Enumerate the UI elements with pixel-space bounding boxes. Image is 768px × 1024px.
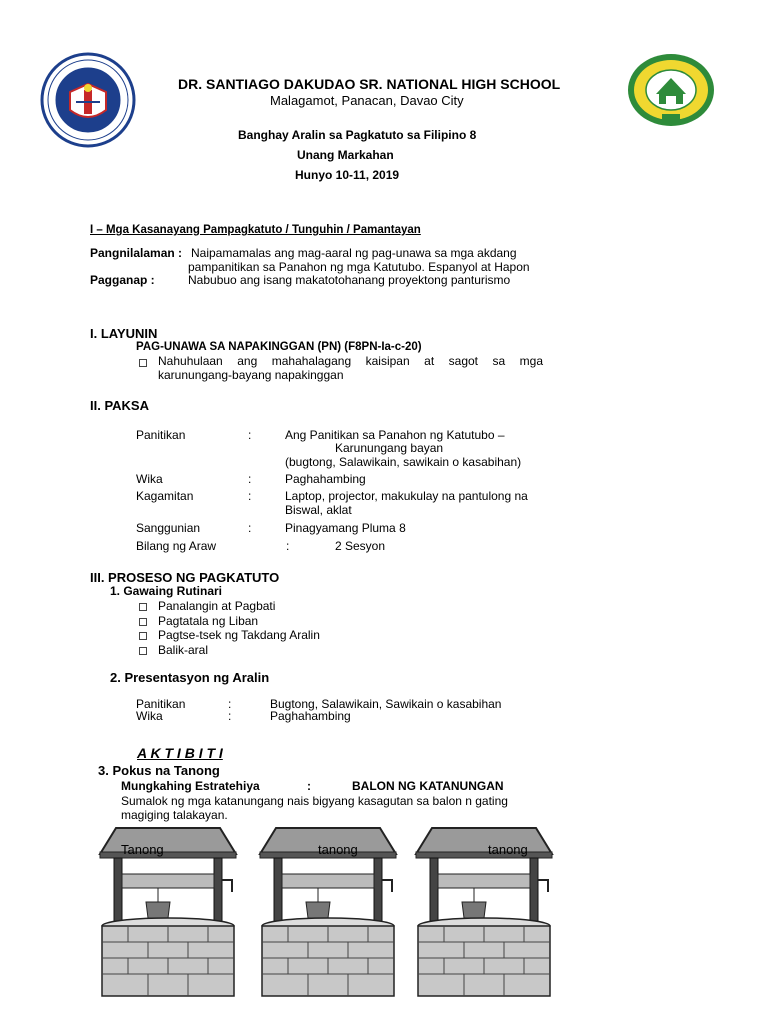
gawain-item: Panalangin at Pagbati [158,599,276,613]
school-name: DR. SANTIAGO DAKUDAO SR. NATIONAL HIGH SCHOOL [178,76,561,92]
paksa-value: Pinagyamang Pluma 8 [285,521,406,535]
paksa-label: Wika [136,472,163,486]
pangnilalaman-text-2: pampanitikan sa Panahon ng mga Katutubo. Espanyol at Hapon [188,260,530,274]
deped-seal-logo [40,52,136,148]
pangnilalaman-label: Pangnilalaman : [90,246,183,260]
layunin-subheading: PAG-UNAWA SA NAPAKINGGAN (PN) (F8PN-Ia-c-20) [136,341,422,353]
presentasyon-sep: : [228,709,232,723]
paksa-value: Karunungang bayan [335,441,444,455]
wishing-well-illustration [98,826,238,1000]
checkbox-icon [139,359,147,367]
school-address: Malagamot, Panacan, Davao City [270,93,464,108]
paksa-value: Laptop, projector, makukulay na pantulong na [285,489,528,503]
checkbox-icon [139,603,147,611]
layunin-item-line1: Nahuhulaan ang mahahalagang kaisipan at sagot sa mga [158,354,543,368]
checkbox-icon [139,632,147,640]
paksa-label: Bilang ng Araw [136,539,217,553]
paksa-value: (bugtong, Salawikain, sawikain o kasabihan) [285,455,522,469]
paksa-value: Paghahambing [285,472,366,486]
well-label: tanong [488,842,528,857]
gawain-item: Pagtatala ng Liban [158,614,259,628]
date-label: Hunyo 10-11, 2019 [295,168,400,182]
paksa-heading: II. PAKSA [90,398,149,413]
paksa-sep: : [248,521,252,535]
gawain-heading: 1. Gawaing Rutinari [110,584,223,598]
presentasyon-value: Bugtong, Salawikain, Sawikain o kasabihan [270,697,502,711]
pangnilalaman-text-1: Naipamamalas ang mag-aaral ng pag-unawa sa mga akdang [191,246,517,260]
paksa-sep: : [286,539,290,553]
paksa-sep: : [248,472,252,486]
lesson-plan-title: Banghay Aralin sa Pagkatuto sa Filipino 8 [238,128,477,142]
school-seal-logo [626,52,716,128]
paksa-value: 2 Sesyon [335,539,386,553]
layunin-item-line2: karunungang-bayang napakinggan [158,368,344,382]
presentasyon-heading: 2. Presentasyon ng Aralin [110,670,270,685]
presentasyon-label: Wika [136,709,163,723]
proseso-heading: III. PROSESO NG PAGKATUTO [90,570,280,585]
aktibiti-heading: A K T I B I T I [137,745,223,761]
instruction-text-2: magiging talakayan. [121,808,228,822]
gawain-item: Pagtse-tsek ng Takdang Aralin [158,628,320,642]
presentasyon-value: Paghahambing [270,709,351,723]
checkbox-icon [139,618,147,626]
gawain-item: Balik-aral [158,643,209,657]
instruction-text-1: Sumalok ng mga katanungang nais bigyang kasagutan sa balon n gating [121,794,508,808]
paksa-label: Sanggunian [136,521,201,535]
wishing-well-illustration [414,826,554,1000]
strategy-value: BALON NG KATANUNGAN [352,779,504,793]
paksa-value: Biswal, aklat [285,503,352,517]
paksa-label: Panitikan [136,428,186,442]
paksa-value: Ang Panitikan sa Panahon ng Katutubo – [285,428,505,442]
presentasyon-sep: : [228,697,232,711]
presentasyon-label: Panitikan [136,697,186,711]
standards-heading: I – Mga Kasanayang Pampagkatuto / Tunguhin / Pamantayan [90,224,421,236]
paksa-sep: : [248,428,252,442]
pagganap-label: Pagganap : [90,273,155,287]
paksa-sep: : [248,489,252,503]
pokus-heading: 3. Pokus na Tanong [98,763,220,778]
strategy-sep: : [307,779,311,793]
pagganap-text: Nabubuo ang isang makatotohanang proyektong panturismo [188,273,511,287]
checkbox-icon [139,647,147,655]
well-label: tanong [318,842,358,857]
well-label: Tanong [121,842,164,857]
quarter-label: Unang Markahan [297,148,394,162]
paksa-label: Kagamitan [136,489,194,503]
layunin-heading: I. LAYUNIN [90,326,158,341]
strategy-label: Mungkahing Estratehiya [121,779,260,793]
